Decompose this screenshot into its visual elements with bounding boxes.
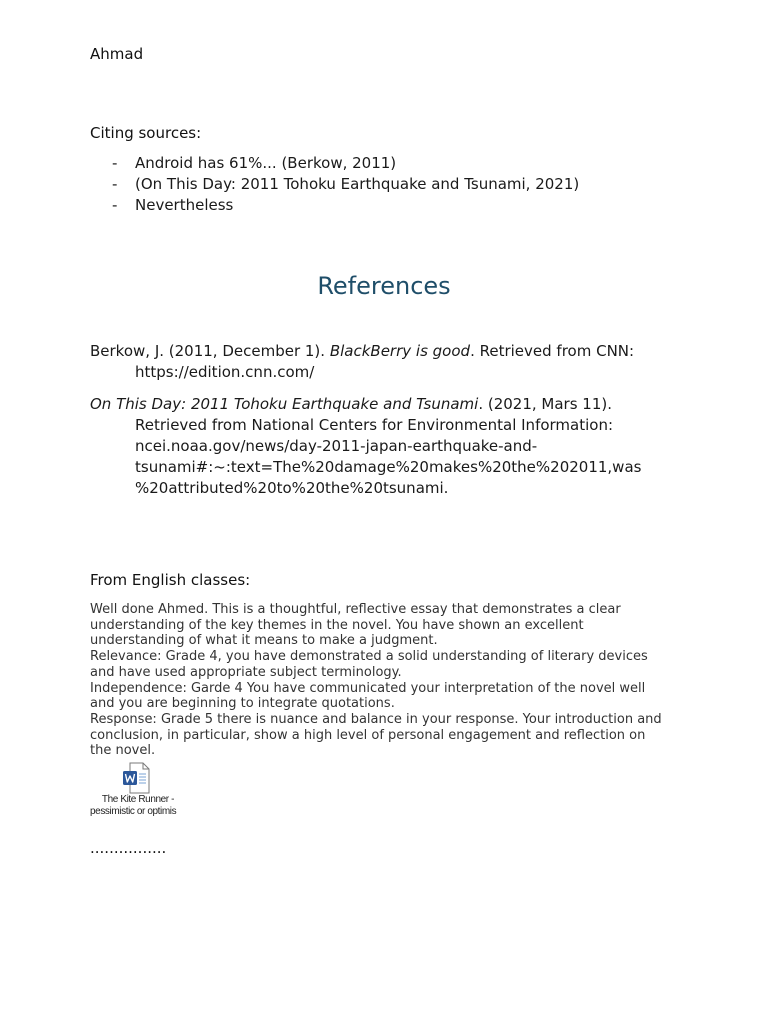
reference-entry bbox=[90, 394, 690, 499]
feedback-line: the novel. bbox=[90, 743, 156, 759]
feedback-line: and have used appropriate subject terminology. bbox=[90, 664, 402, 680]
author-name: Ahmad bbox=[90, 45, 144, 63]
feedback-line: Response: Grade 5 there is nuance and balance in your response. Your introduction and bbox=[90, 711, 662, 727]
feedback-line: understanding of the key themes in the novel. You have shown an excellent bbox=[90, 617, 584, 633]
list-item-text: Nevertheless bbox=[135, 196, 234, 214]
reference-date: . (2021, Mars 11). bbox=[478, 395, 613, 413]
attachment-caption: The Kite Runner - bbox=[101, 794, 175, 805]
list-item-text: (On This Day: 2011 Tohoku Earthquake and Tsunami, 2021) bbox=[135, 175, 580, 193]
bullet-dash: - bbox=[112, 154, 118, 172]
feedback-line: conclusion, in particular, show a high level of personal engagement and reflection on bbox=[90, 727, 646, 743]
attachment-caption: pessimistic or optimis bbox=[90, 806, 177, 817]
feedback-line: Relevance: Grade 4, you have demonstrated a solid understanding of literary devices bbox=[90, 649, 648, 665]
teacher-feedback bbox=[90, 602, 680, 759]
reference-author-date: Berkow, J. (2011, December 1). bbox=[90, 342, 330, 360]
word-document-icon bbox=[122, 762, 150, 794]
citing-sources-heading: Citing sources: bbox=[90, 124, 202, 142]
bullet-dash: - bbox=[112, 196, 118, 214]
reference-url[interactable]: https://edition.cnn.com/ bbox=[135, 363, 315, 381]
reference-url-part[interactable]: tsunami#:~:text=The%20damage%20makes%20the%202011,was bbox=[135, 458, 642, 476]
feedback-line: and you are beginning to integrate quotations. bbox=[90, 696, 395, 712]
feedback-line: Independence: Garde 4 You have communicated your interpretation of the novel well bbox=[90, 680, 646, 696]
feedback-line: understanding of what it means to make a judgment. bbox=[90, 633, 438, 649]
embedded-word-attachment[interactable] bbox=[90, 762, 186, 822]
ellipsis-separator: ................ bbox=[90, 839, 167, 857]
bullet-dash: - bbox=[112, 175, 118, 193]
references-heading: References bbox=[317, 272, 451, 300]
reference-source: Retrieved from National Centers for Environmental Information: bbox=[135, 416, 614, 434]
reference-title: On This Day: 2011 Tohoku Earthquake and Tsunami bbox=[90, 395, 479, 413]
reference-entry bbox=[90, 341, 690, 383]
reference-url-part[interactable]: ncei.noaa.gov/news/day-2011-japan-earthquake-and- bbox=[135, 437, 538, 455]
reference-first-line bbox=[90, 394, 690, 415]
reference-first-line bbox=[90, 341, 690, 362]
list-item-text: Android has 61%... (Berkow, 2011) bbox=[135, 154, 397, 172]
reference-title: BlackBerry is good bbox=[329, 342, 471, 360]
feedback-line: Well done Ahmed. This is a thoughtful, reflective essay that demonstrates a clear bbox=[90, 602, 621, 617]
reference-source: . Retrieved from CNN: bbox=[470, 342, 635, 360]
reference-url-part[interactable]: %20attributed%20to%20the%20tsunami. bbox=[135, 479, 449, 497]
english-classes-heading: From English classes: bbox=[90, 571, 251, 589]
